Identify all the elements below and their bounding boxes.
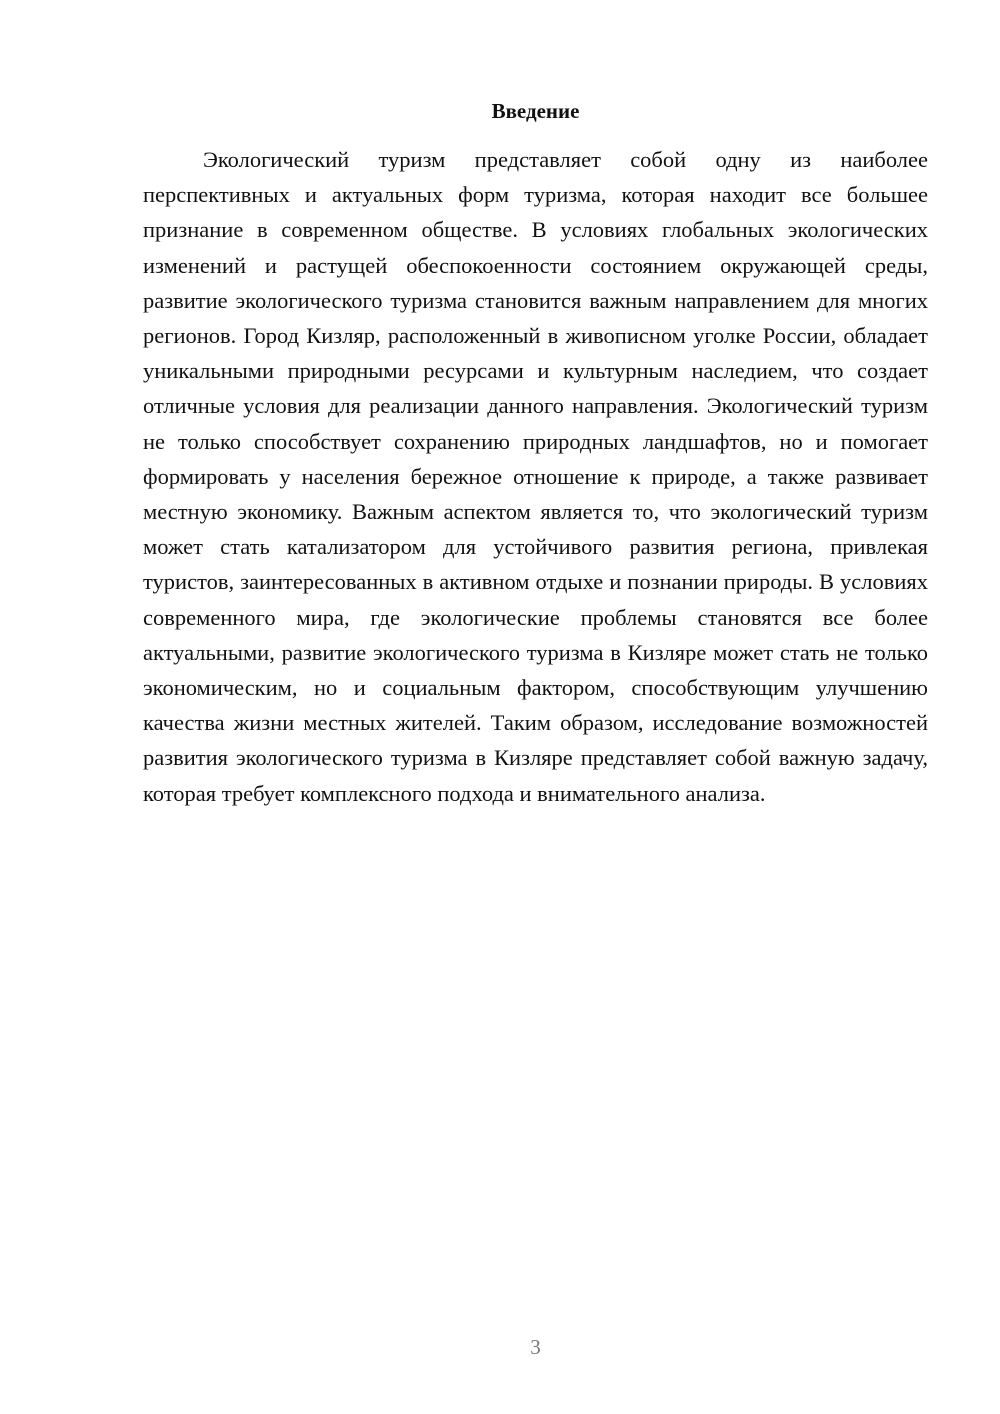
body-paragraph: Экологический туризм представляет собой одну из наиболее перспективных и актуальных форм туризма, которая находит все большее признание в современном обществе. В условиях глобальных экологических изменений и растущей обеспокоенности состоянием окружающей среды, развитие экологического туризма становится важным направлением для многих регионов. Город Кизляр, расположенный в живописном уголке России, обладает уникальными природными ресурсами и культурным наследием, что создает отличные условия для реализации данного направления. Экологический туризм не только способствует сохранению природных ландшафтов, но и помогает формировать у населения бережное отношение к природе, а также развивает местную экономику. Важным аспектом является то, что экологический туризм может стать катализатором для устойчивого развития региона, привлекая туристов, заинтересованных в активном отдыхе и познании природы. В условиях современного мира, где экологические проблемы становятся все более актуальными, развитие экологического туризма в Кизляре может стать не только экономическим, но и социальным фактором, способствующим улучшению качества жизни местных жителей. Таким образом, исследование возможностей развития экологического туризма в Кизляре представляет собой важную задачу, которая требует комплексного подхода и внимательного анализа. bbox=[143, 147, 928, 806]
page-number: 3 bbox=[530, 1335, 541, 1359]
section-heading: Введение bbox=[491, 99, 580, 123]
